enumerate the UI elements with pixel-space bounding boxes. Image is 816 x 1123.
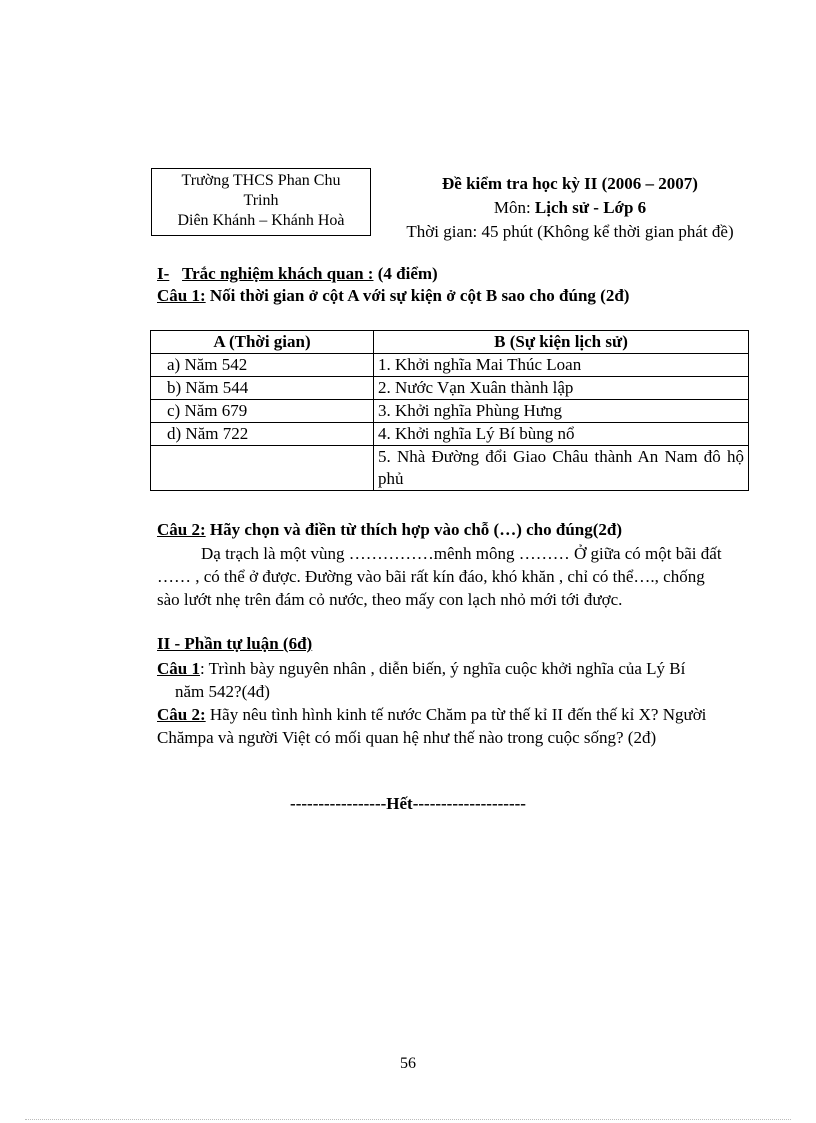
question1-heading: [157, 286, 629, 306]
essay1-line1: [157, 657, 747, 680]
table-header-row: [151, 331, 749, 354]
matching-table: [150, 330, 749, 491]
col-a-cell: b) Năm 544: [151, 377, 374, 400]
table-row: [151, 377, 749, 400]
col-a-cell: d) Năm 722: [151, 423, 374, 446]
school-name-line1: Trường THCS Phan Chu: [181, 172, 341, 189]
essay-question1: [157, 657, 747, 703]
section1-points: (4 điểm): [373, 264, 438, 283]
essay2-text: Hãy nêu tình hình kinh tế nước Chăm pa từ thế kỉ II đến thế kỉ X? Người Chămpa và người Việt có mối quan hệ như thế nào trong cuộc sống? (2đ): [157, 705, 707, 747]
table-row: [151, 400, 749, 423]
exam-header: [380, 172, 760, 244]
col-a-header: A (Thời gian): [151, 331, 374, 354]
table-row: [151, 354, 749, 377]
col-a-cell: c) Năm 679: [151, 400, 374, 423]
col-b-header: B (Sự kiện lịch sử): [374, 331, 749, 354]
exam-subject-line: [380, 196, 760, 220]
essay2-label: Câu 2:: [157, 705, 206, 724]
school-location: Diên Khánh – Khánh Hoà: [177, 212, 345, 229]
question1-text: Nối thời gian ở cột A với sự kiện ở cột B sao cho đúng (2đ): [205, 286, 630, 305]
exam-time: Thời gian: 45 phút (Không kể thời gian phát đề): [406, 222, 734, 241]
school-name-line2: Trinh: [243, 192, 279, 209]
question1-label: Câu 1:: [157, 286, 206, 305]
exam-subject: Lịch sử - Lớp 6: [534, 198, 647, 217]
end-marker: -----------------Hết--------------------: [290, 794, 526, 813]
question2-text: Hãy chọn và điền từ thích hợp vào chỗ (…) cho đúng(2đ): [205, 520, 622, 539]
section1-number: I-: [157, 264, 170, 283]
col-b-cell: 3. Khởi nghĩa Phùng Hưng: [374, 400, 749, 423]
col-a-cell: a) Năm 542: [151, 354, 374, 377]
page-number: 56: [400, 1055, 416, 1072]
page-divider: [25, 1119, 791, 1120]
school-info-box: [151, 168, 371, 236]
section1-title: Trắc nghiệm khách quan :: [182, 264, 374, 283]
essay1-line2: năm 542?(4đ): [175, 682, 270, 701]
exam-title: Đề kiểm tra học kỳ II (2006 – 2007): [442, 174, 698, 193]
question2-heading: [157, 520, 622, 540]
table-row: [151, 446, 749, 491]
question2-passage: Dạ trạch là một vùng ……………mênh mông ……… Ở giữa có một bãi đất …… , có thể ở được. Đường vào bãi rất kín đáo, khó khăn , chỉ có thể…., chống sào lướt nhẹ trên đám cỏ nước, theo mấy con lạch nhỏ mới tới được.: [157, 544, 722, 609]
col-b-cell: 4. Khởi nghĩa Lý Bí bùng nổ: [374, 423, 749, 446]
subject-prefix: Môn:: [493, 198, 535, 217]
col-b-cell: 2. Nước Vạn Xuân thành lập: [374, 377, 749, 400]
question2-label: Câu 2:: [157, 520, 206, 539]
col-b-cell: 1. Khởi nghĩa Mai Thúc Loan: [374, 354, 749, 377]
col-b-cell: 5. Nhà Đường đổi Giao Châu thành An Nam đô hộ phủ: [374, 446, 749, 491]
essay1-label: Câu 1: [157, 659, 200, 678]
section1-heading: [157, 264, 438, 284]
col-a-cell: [151, 446, 374, 491]
essay-question2: [157, 703, 747, 749]
essay1-text: : Trình bày nguyên nhân , diễn biến, ý nghĩa cuộc khởi nghĩa của Lý Bí: [199, 659, 686, 678]
section2-heading: II - Phần tự luận (6đ): [157, 634, 313, 653]
table-row: [151, 423, 749, 446]
